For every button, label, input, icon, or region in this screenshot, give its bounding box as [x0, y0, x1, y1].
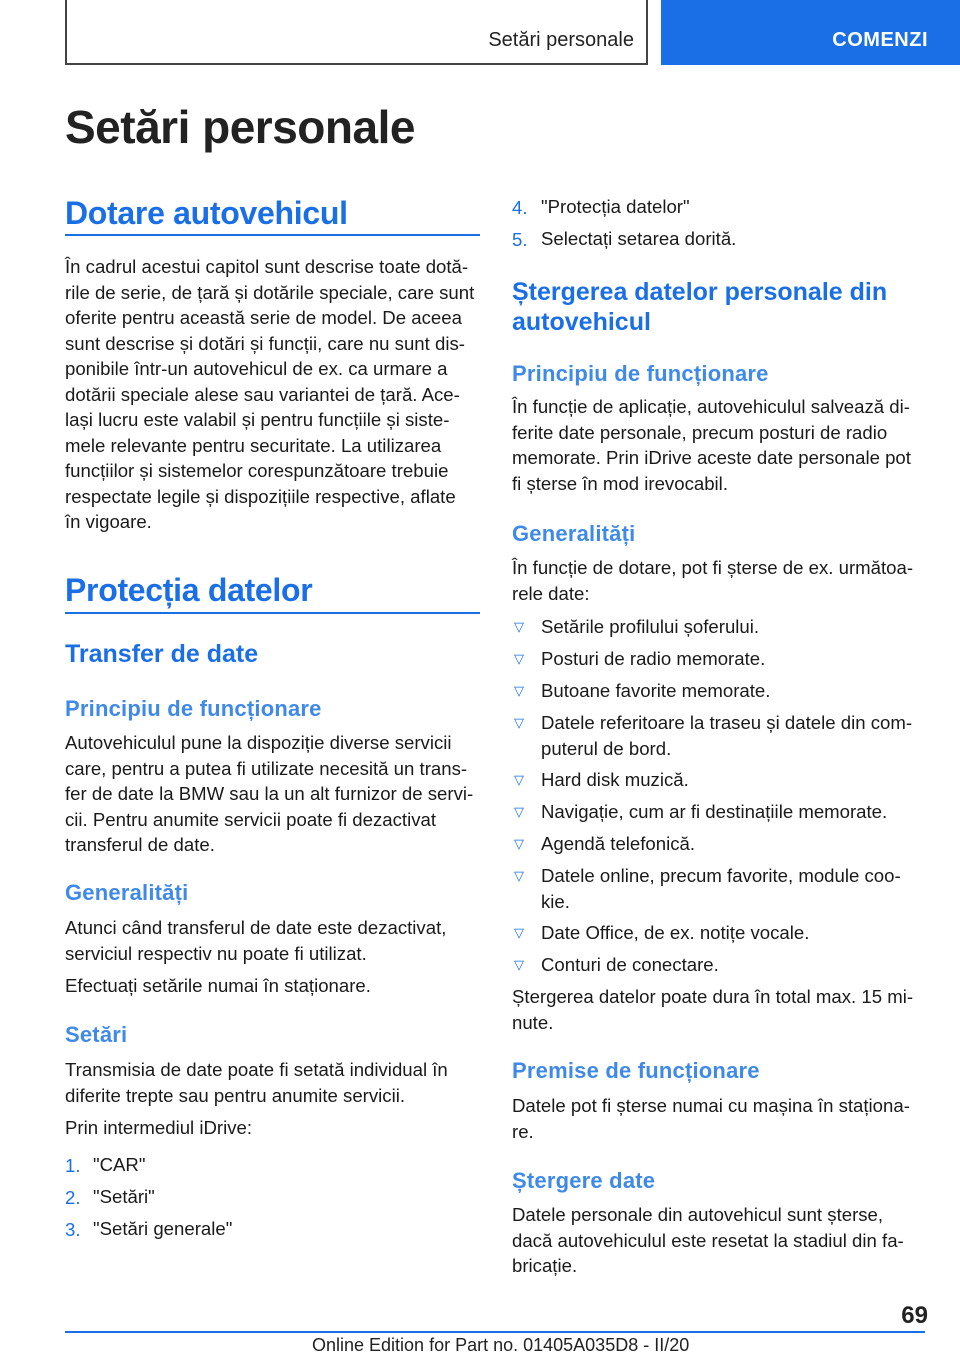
bullet-text: Posturi de radio memorate. [541, 648, 766, 669]
header-tab-label: COMENZI [832, 29, 928, 51]
triangle-bullet-icon: ▽ [514, 619, 524, 634]
step-number: 1. [65, 1155, 81, 1176]
header-section-label: Setări personale [488, 29, 634, 51]
footer-rule [65, 1331, 925, 1333]
triangle-bullet-icon: ▽ [514, 925, 524, 940]
heading-stergere: Ștergere date [512, 1168, 656, 1193]
paragraph-principiu: În funcție de aplicație, autovehiculul salvează di- ferite date personale, precum posturi de radio memorate. Prin iDrive aceste date personale pot fi șterse în mod irevocabil. [512, 396, 911, 494]
bullet-text: Conturi de conectare. [541, 954, 719, 975]
heading-generalitati: Generalități [512, 521, 636, 546]
heading-stergerea: Ștergerea datelor personale din autovehicul [512, 278, 888, 336]
heading-dotare: Dotare autovehicul [65, 195, 348, 231]
heading-transfer: Transfer de date [65, 640, 259, 668]
paragraph-dotare: În cadrul acestui capitol sunt descrise toate dotă- rile de serie, de țară și dotările speciale, care sunt oferite pentru această serie de model. De aceea sunt descrise și dotări și funcții, care nu sunt dis- ponibile într-un autovehicul de ex. ca urmare a dotării speciale alese sau variantei de țară. Ace- lași lucru este valabil și pentru funcțiile și siste- mele relevante pentru securitate. La utilizarea funcțiilor și sistemelor corespunzătoare trebuie respectate legile și dispozițiile respective, aflate în vigoare. [65, 256, 475, 532]
bullet-text: Datele referitoare la traseu și datele din com- puterul de bord. [541, 712, 913, 759]
bullet-text: Agendă telefonică. [541, 833, 696, 854]
triangle-bullet-icon: ▽ [514, 836, 524, 851]
footer-edition: Online Edition for Part no. 01405A035D8 - II/20 [312, 1335, 690, 1355]
bullet-text: Setările profilului șoferului. [541, 616, 760, 637]
step-number: 2. [65, 1187, 81, 1208]
bullet-text: Date Office, de ex. notițe vocale. [541, 922, 810, 943]
paragraph-stationare: Efectuați setările numai în staționare. [65, 975, 371, 996]
bullet-text: Butoane favorite memorate. [541, 680, 771, 701]
triangle-bullet-icon: ▽ [514, 804, 524, 819]
paragraph-durata: Ștergerea datelor poate dura în total max. 15 mi- nute. [512, 986, 914, 1033]
paragraph-premise: Datele pot fi șterse numai cu mașina în staționa- re. [512, 1095, 910, 1142]
step-number: 3. [65, 1219, 81, 1240]
step-text: "Setări generale" [93, 1218, 233, 1239]
heading-principiu: Principiu de funcționare [65, 696, 322, 721]
triangle-bullet-icon: ▽ [514, 651, 524, 666]
step-number: 4. [512, 197, 528, 218]
header-section-box [65, 0, 648, 65]
triangle-bullet-icon: ▽ [514, 868, 524, 883]
heading-rule [65, 234, 480, 236]
page-title: Setări personale [65, 101, 415, 153]
bullet-text: Datele online, precum favorite, module coo- kie. [541, 865, 901, 912]
heading-rule [65, 612, 480, 614]
heading-generalitati: Generalități [65, 880, 189, 905]
paragraph-intermediu: Prin intermediul iDrive: [65, 1117, 253, 1138]
header-tab-comenzi[interactable] [661, 0, 960, 65]
triangle-bullet-icon: ▽ [514, 683, 524, 698]
paragraph-generalitati: În funcție de dotare, pot fi șterse de ex. următoa- rele date: [512, 557, 914, 604]
heading-protectia: Protecția datelor [65, 572, 313, 608]
paragraph-stergere: Datele personale din autovehicul sunt șterse, dacă autovehiculul este resetat la stadiul din fa- bricație. [512, 1204, 904, 1276]
step-text: Selectați setarea dorită. [541, 228, 737, 249]
heading-principiu: Principiu de funcționare [512, 361, 769, 386]
triangle-bullet-icon: ▽ [514, 957, 524, 972]
paragraph-principiu: Autovehiculul pune la dispoziție diverse servicii care, pentru a putea fi utilizate necesită un trans- fer de date la BMW sau la un alt furnizor de servi- cii. Pentru anumite servicii poate fi dezactivat transferul de date. [65, 732, 474, 855]
step-number: 5. [512, 229, 528, 250]
step-text: "Protecția datelor" [541, 196, 690, 217]
paragraph-generalitati: Atunci când transferul de date este dezactivat, serviciul respectiv nu poate fi utilizat. [65, 917, 447, 964]
heading-premise: Premise de funcționare [512, 1058, 760, 1083]
bullet-text: Navigație, cum ar fi destinațiile memorate. [541, 801, 888, 822]
triangle-bullet-icon: ▽ [514, 715, 524, 730]
triangle-bullet-icon: ▽ [514, 772, 524, 787]
paragraph-setari: Transmisia de date poate fi setată individual în diferite trepte sau pentru anumite servicii. [65, 1059, 448, 1106]
step-text: "CAR" [93, 1154, 146, 1175]
bullet-text: Hard disk muzică. [541, 769, 689, 790]
heading-setari: Setări [65, 1022, 128, 1047]
page-number: 69 [901, 1302, 928, 1329]
step-text: "Setări" [93, 1186, 155, 1207]
